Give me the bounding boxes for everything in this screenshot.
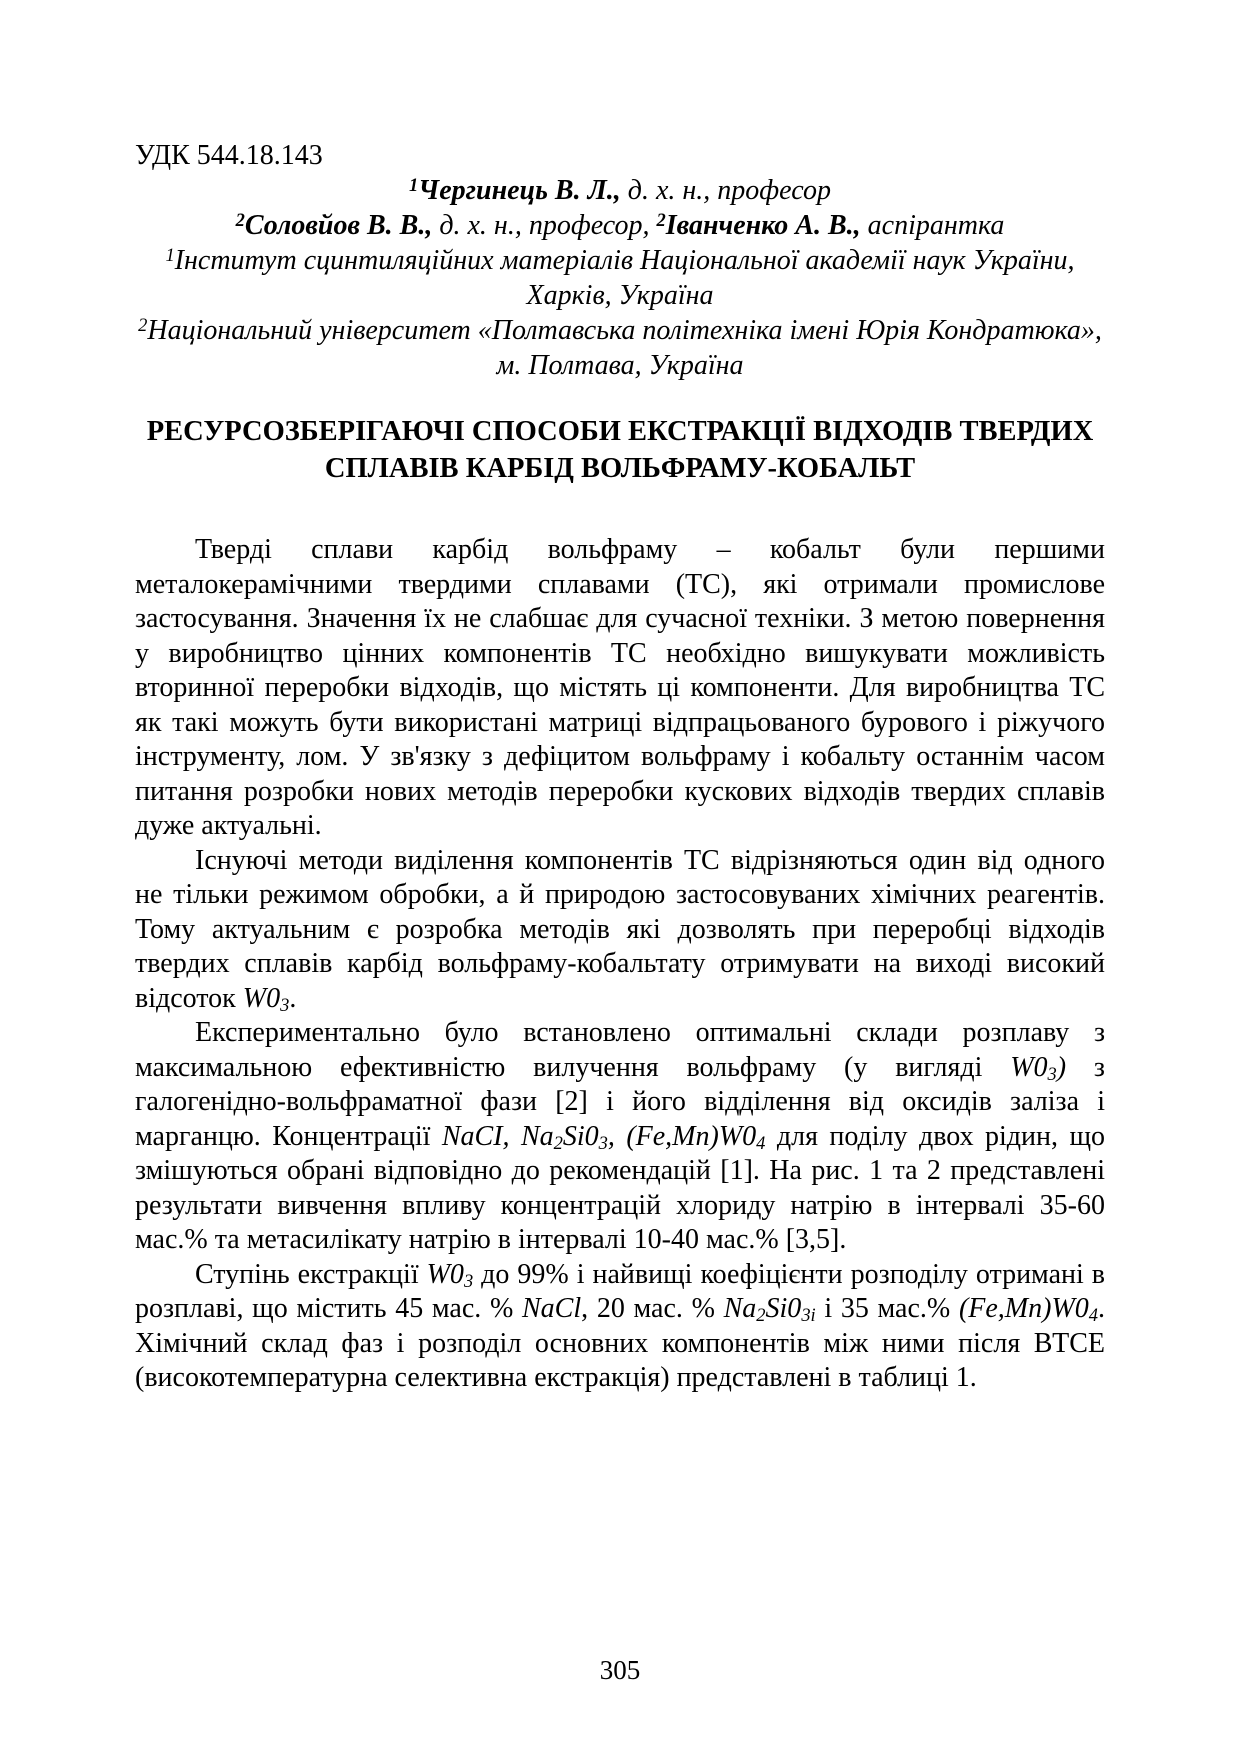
paragraph-1: Тверді сплави карбід вольфраму – кобальт були першими металокерамічними твердими сплавами (ТС), які отримали промислове застосування. Значення їх не слабшає для сучасної техніки. З метою повернення у виробництво цінних компонентів ТС необхідно вишукувати можливість вторинної переробки відходів, що містять ці компоненти. Для виробництва ТС як такі можуть бути використані матриці відпрацьованого бурового і ріжучого інструменту, лом. У зв'язку з дефіцитом вольфраму і кобальту останнім часом питання розробки нових методів переробки кускових відходів твердих сплавів дуже актуальні.: [135, 534, 1105, 841]
paragraph-3: Експериментально було встановлено оптимальні склади розплаву з максимальною ефективністю вилучення вольфраму (у вигляді $W0_3$) з галогенідно-вольфраматної фази [2] і його відділення від оксидів заліза і марганцю. Концентрації NaCI, $Na_2Si0_3$, $(Fe,Mn)W0_4$ для поділу двох рідин, що змішуються обрані відповідно до рекомендацій [1]. На рис. 1 та 2 представлені результати вивчення впливу концентрацій хлориду натрію в інтервалі 35-60 мас.% та метасилікату натрію в інтервалі 10-40 мас.% [3,5].: [135, 1017, 1106, 1255]
paragraph-4: Ступінь екстракції $W0_3$ до 99% і найвищі коефіцієнти розподілу отримані в розплаві, що містить 45 мас. % NaCl, 20 мас. % $Na_2Si0_{3i}$ і 35 мас.% $(Fe,Mn)W0_4$. Хімічний склад фаз і розподіл основних компонентів між ними після ВТСЕ (високотемпературна селективна екстракція) представлені в таблиці 1.: [135, 1258, 1105, 1393]
affiliation-1: $^1$Інститут сцинтиляційних матеріалів Національної академії наук України, Харків, Україна: [165, 244, 1075, 311]
page-number: 305: [599, 1655, 641, 1685]
udc-code: УДК 544.18.143: [135, 140, 323, 171]
article-body: [135, 533, 1105, 1396]
author-line-1: $^1$Чергинець В. Л., д. х. н., професор: [409, 174, 831, 206]
paragraph-2: Існуючі методи виділення компонентів ТС відрізняються один від одного не тільки режимом обробки, а й природою застосовуваних хімічних реагентів. Тому актуальним є розробка методів які дозволять при переробці відходів твердих сплавів карбід вольфраму-кобальтату отримувати на виході високий відсоток $W0_3$.: [135, 844, 1105, 1015]
paper-title: РЕСУРСОЗБЕРІГАЮЧІ СПОСОБИ ЕКСТРАКЦІЇ ВІДХОДІВ ТВЕРДИХ СПЛАВІВ КАРБІД ВОЛЬФРАМУ-КОБАЛЬТ: [146, 416, 1094, 484]
affiliation-2: $^2$Національний університет «Полтавська політехніка імені Юрія Кондратюка», м. Полтава, Україна: [138, 314, 1102, 381]
author-line-2: $^2$Соловйов В. В., д. х. н., професор, $^2$Іванченко А. В., аспірантка: [235, 209, 1005, 241]
